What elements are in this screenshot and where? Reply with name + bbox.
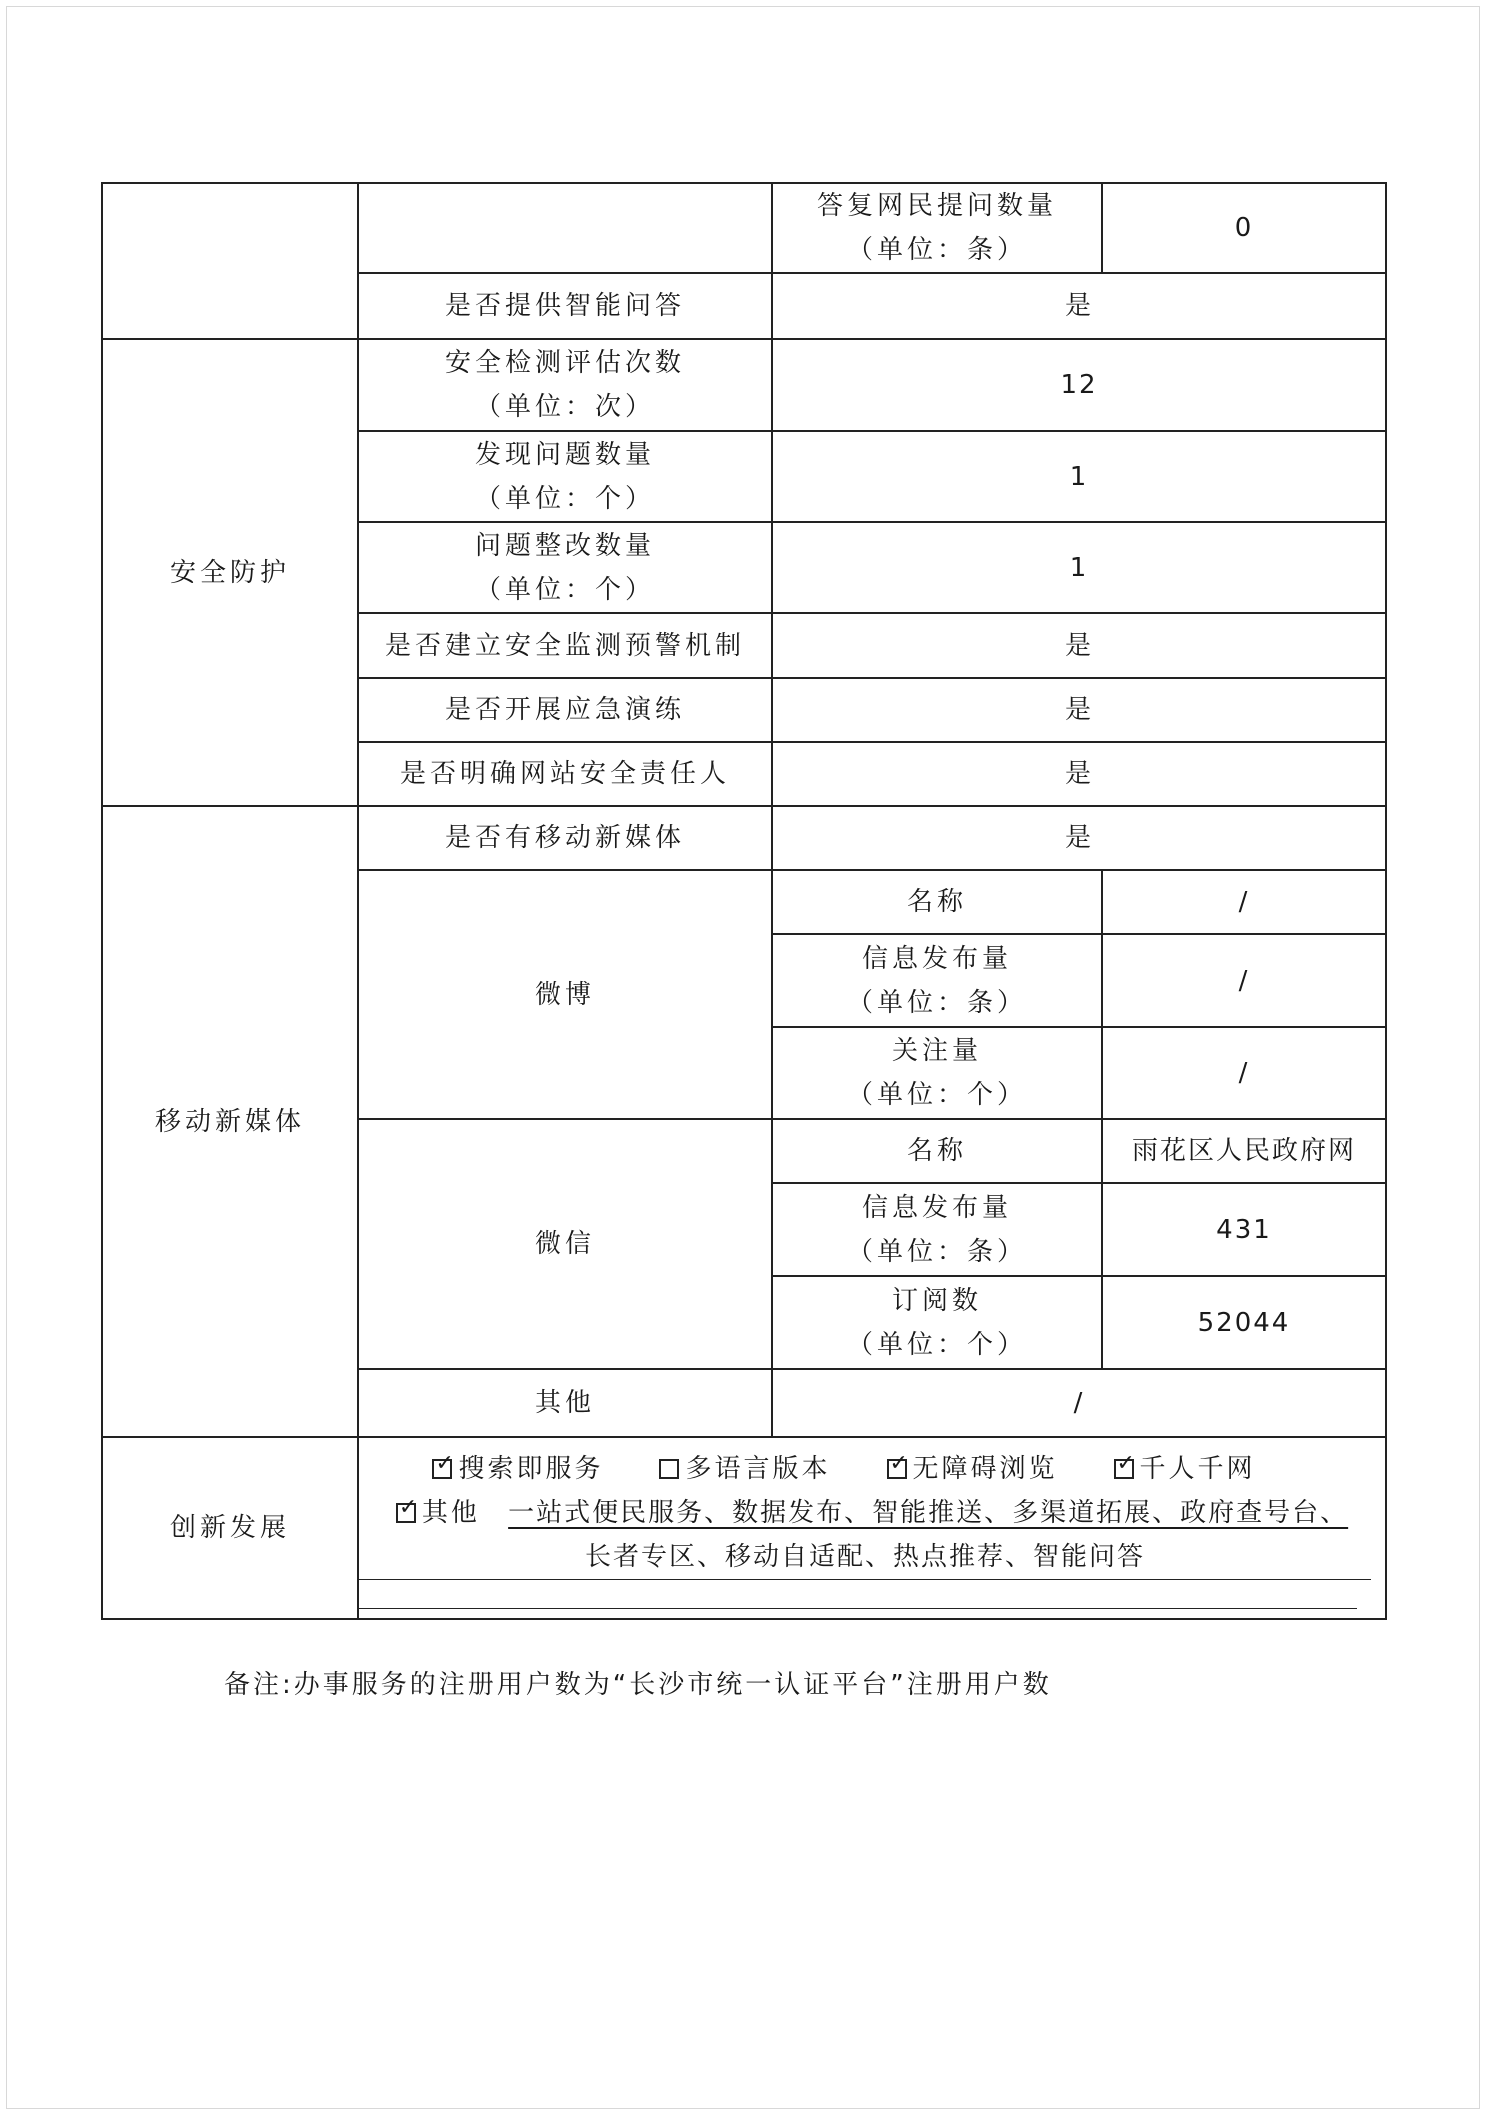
checked-checkbox-icon	[396, 1503, 416, 1523]
security-row-label: 发现问题数量 （单位：个）	[358, 431, 772, 522]
qa-section-cell	[102, 183, 358, 339]
weibo-field-value: /	[1102, 870, 1386, 934]
media-other-label: 其他	[358, 1369, 772, 1437]
security-row-value: 是	[772, 678, 1386, 742]
answer-count-unit: （单位：条）	[846, 235, 1027, 265]
option-accessibility: ✓ 无障碍浏览	[887, 1447, 1058, 1491]
security-row-label: 问题整改数量 （单位：个）	[358, 522, 772, 613]
checked-checkbox-icon	[1114, 1459, 1134, 1479]
weibo-label: 微博	[358, 870, 772, 1119]
security-row-value: 1	[772, 522, 1386, 613]
checked-checkbox-icon	[887, 1459, 907, 1479]
innovation-section-label: 创新发展	[102, 1437, 358, 1619]
smart-qa-value: 是	[772, 273, 1386, 339]
qa-blank-cell	[358, 183, 772, 273]
security-row-value: 1	[772, 431, 1386, 522]
security-row	[102, 339, 1386, 431]
wechat-label: 微信	[358, 1119, 772, 1369]
security-row-value: 是	[772, 742, 1386, 806]
media-section-label: 移动新媒体	[102, 806, 358, 1437]
security-row-label: 是否建立安全监测预警机制	[358, 613, 772, 678]
has-media-label: 是否有移动新媒体	[358, 806, 772, 870]
option-search-as-service: ✓搜索即服务	[432, 1447, 603, 1491]
security-row-label: 安全检测评估次数 （单位：次）	[358, 339, 772, 431]
answer-count-label-cell	[772, 183, 1102, 273]
weibo-field-label: 信息发布量 （单位：条）	[772, 934, 1102, 1027]
other-text-line-2: 长者专区、移动自适配、热点推荐、智能问答	[359, 1535, 1371, 1580]
weibo-field-value: /	[1102, 1027, 1386, 1119]
empty-checkbox-icon	[659, 1459, 679, 1479]
wechat-field-label: 名称	[772, 1119, 1102, 1183]
has-media-row	[102, 806, 1386, 870]
security-section-label: 安全防护	[102, 339, 358, 806]
report-table	[101, 182, 1387, 1620]
weibo-field-label: 名称	[772, 870, 1102, 934]
other-label: 其他	[421, 1498, 480, 1528]
answer-count-value: 0	[1102, 183, 1386, 273]
innovation-other	[359, 1491, 1385, 1535]
answer-count-label: 答复网民提问数量	[816, 191, 1057, 221]
footnote: 备注:办事服务的注册用户数为“长沙市统一认证平台”注册用户数	[224, 1670, 1052, 1700]
security-row-label: 是否明确网站安全责任人	[358, 742, 772, 806]
answer-count-row	[102, 183, 1386, 273]
wechat-field-label: 信息发布量 （单位：条）	[772, 1183, 1102, 1276]
option-personalized: ✓ 千人千网	[1114, 1447, 1256, 1491]
innovation-row	[102, 1437, 1386, 1619]
smart-qa-label: 是否提供智能问答	[358, 273, 772, 339]
weibo-field-value: /	[1102, 934, 1386, 1027]
blank-underline	[359, 1580, 1357, 1609]
weibo-field-label: 关注量 （单位：个）	[772, 1027, 1102, 1119]
wechat-field-value: 雨花区人民政府网	[1102, 1119, 1386, 1183]
other-text-line-1: 一站式便民服务、数据发布、智能推送、多渠道拓展、政府查号台、	[508, 1498, 1349, 1528]
option-multilingual: 多语言版本	[659, 1447, 830, 1491]
security-row-value: 是	[772, 613, 1386, 678]
wechat-field-value: 431	[1102, 1183, 1386, 1276]
checked-checkbox-icon	[432, 1459, 452, 1479]
media-other-value: /	[772, 1369, 1386, 1437]
has-media-value: 是	[772, 806, 1386, 870]
security-row-label: 是否开展应急演练	[358, 678, 772, 742]
innovation-content	[358, 1437, 1386, 1619]
wechat-field-label: 订阅数 （单位：个）	[772, 1276, 1102, 1369]
innovation-options	[359, 1447, 1385, 1491]
wechat-field-value: 52044	[1102, 1276, 1386, 1369]
security-row-value: 12	[772, 339, 1386, 431]
